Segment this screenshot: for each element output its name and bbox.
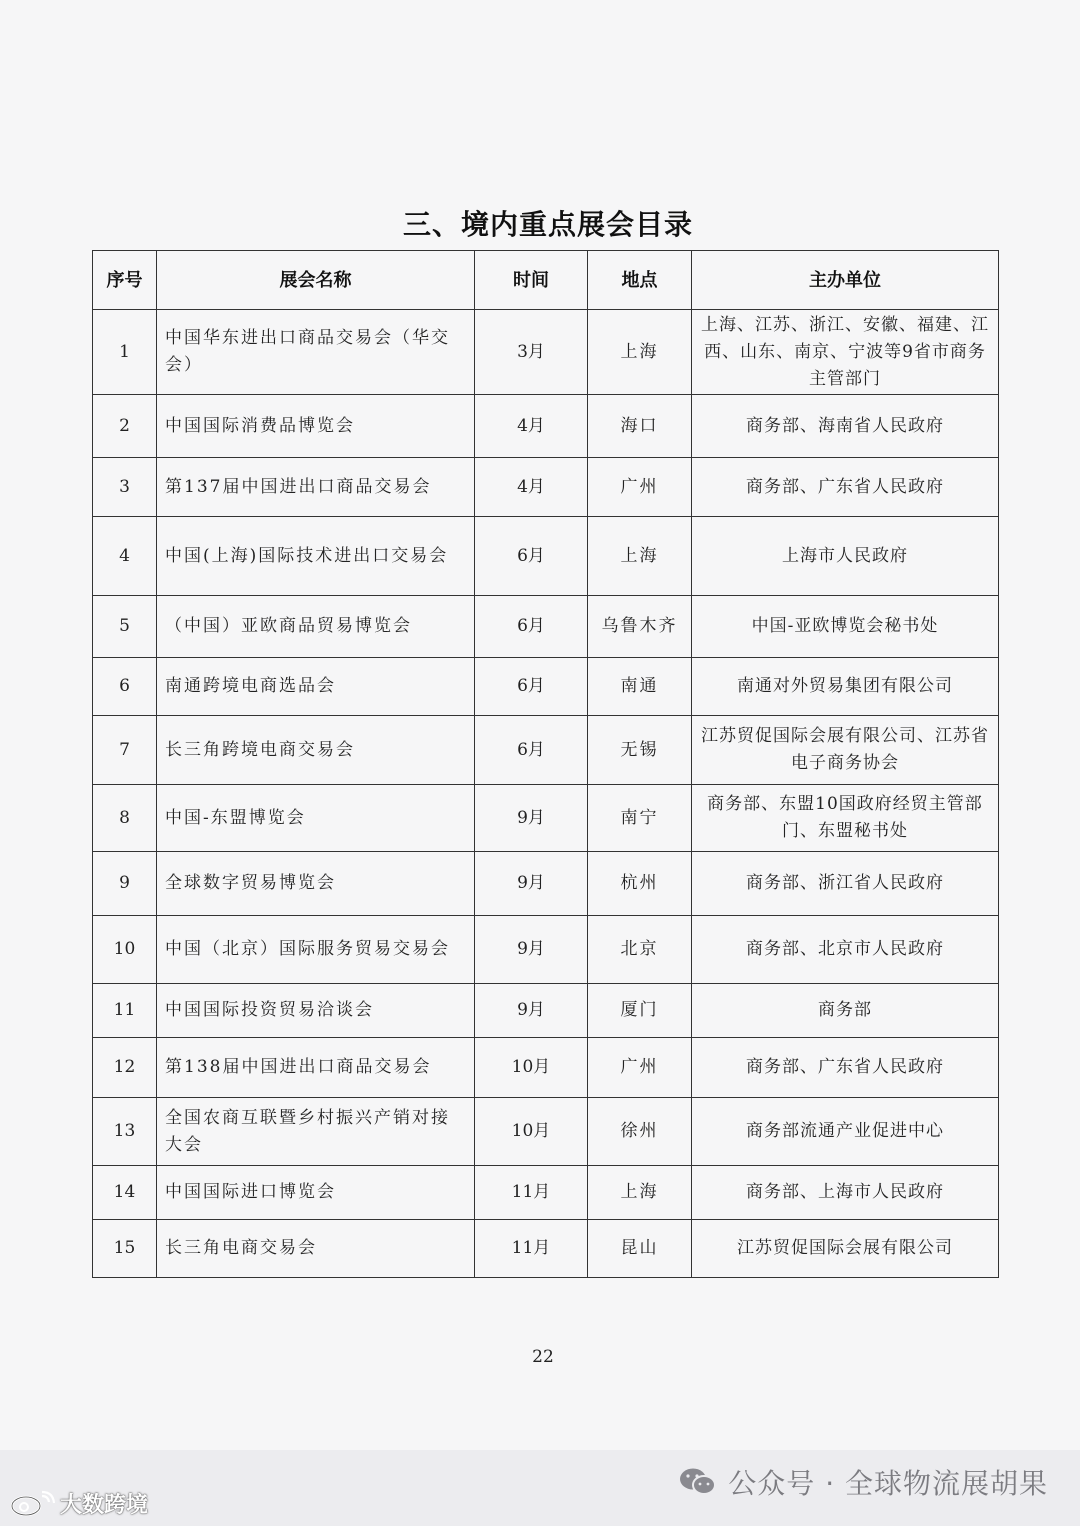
exhibition-time: 9月 xyxy=(475,916,588,984)
header-place: 地点 xyxy=(588,251,692,310)
weibo-icon xyxy=(8,1490,56,1518)
table-row xyxy=(93,1098,999,1166)
exhibition-place: 乌鲁木齐 xyxy=(588,596,692,658)
row-number: 15 xyxy=(93,1220,157,1278)
row-number: 3 xyxy=(93,458,157,517)
exhibition-organizer: 商务部、北京市人民政府 xyxy=(692,916,999,984)
table-row xyxy=(93,658,999,716)
exhibition-organizer: 上海市人民政府 xyxy=(692,517,999,596)
exhibition-place: 北京 xyxy=(588,916,692,984)
exhibition-name: 第138届中国进出口商品交易会 xyxy=(157,1038,475,1098)
row-number: 12 xyxy=(93,1038,157,1098)
row-number: 5 xyxy=(93,596,157,658)
exhibition-time: 4月 xyxy=(475,458,588,517)
row-number: 2 xyxy=(93,395,157,458)
exhibition-time: 9月 xyxy=(475,785,588,852)
wechat-account-label: 公众号 · 全球物流展胡果 xyxy=(728,1467,1048,1500)
wechat-icon xyxy=(678,1466,718,1498)
row-number: 14 xyxy=(93,1166,157,1220)
table-row xyxy=(93,596,999,658)
exhibition-time: 6月 xyxy=(475,658,588,716)
watermark xyxy=(8,1488,148,1519)
exhibition-place: 上海 xyxy=(588,310,692,395)
exhibition-table xyxy=(92,250,999,1278)
table-row xyxy=(93,1166,999,1220)
row-number: 8 xyxy=(93,785,157,852)
exhibition-place: 上海 xyxy=(588,517,692,596)
exhibition-time: 3月 xyxy=(475,310,588,395)
row-number: 11 xyxy=(93,984,157,1038)
exhibition-name: 南通跨境电商选品会 xyxy=(157,658,475,716)
exhibition-place: 厦门 xyxy=(588,984,692,1038)
exhibition-time: 6月 xyxy=(475,716,588,785)
exhibition-organizer: 上海、江苏、浙江、安徽、福建、江西、山东、南京、宁波等9省市商务主管部门 xyxy=(692,310,999,395)
exhibition-name: 全国农商互联暨乡村振兴产销对接大会 xyxy=(157,1098,475,1166)
exhibition-time: 10月 xyxy=(475,1098,588,1166)
exhibition-organizer: 商务部流通产业促进中心 xyxy=(692,1098,999,1166)
exhibition-name: 中国（北京）国际服务贸易交易会 xyxy=(157,916,475,984)
exhibition-place: 徐州 xyxy=(588,1098,692,1166)
exhibition-name: 中国(上海)国际技术进出口交易会 xyxy=(157,517,475,596)
exhibition-time: 9月 xyxy=(475,984,588,1038)
header-time: 时间 xyxy=(475,251,588,310)
header-name: 展会名称 xyxy=(157,251,475,310)
table-row xyxy=(93,395,999,458)
exhibition-place: 上海 xyxy=(588,1166,692,1220)
exhibition-place: 南宁 xyxy=(588,785,692,852)
exhibition-time: 9月 xyxy=(475,852,588,916)
exhibition-organizer: 江苏贸促国际会展有限公司、江苏省电子商务协会 xyxy=(692,716,999,785)
exhibition-name: 中国国际投资贸易洽谈会 xyxy=(157,984,475,1038)
exhibition-organizer: 商务部、上海市人民政府 xyxy=(692,1166,999,1220)
exhibition-name: 中国华东进出口商品交易会（华交会） xyxy=(157,310,475,395)
row-number: 6 xyxy=(93,658,157,716)
exhibition-place: 广州 xyxy=(588,1038,692,1098)
exhibition-organizer: 商务部、浙江省人民政府 xyxy=(692,852,999,916)
exhibition-organizer: 商务部、东盟10国政府经贸主管部门、东盟秘书处 xyxy=(692,785,999,852)
exhibition-name: 第137届中国进出口商品交易会 xyxy=(157,458,475,517)
header-no: 序号 xyxy=(93,251,157,310)
table-row xyxy=(93,984,999,1038)
row-number: 9 xyxy=(93,852,157,916)
page-number: 22 xyxy=(532,1347,554,1367)
exhibition-name: 长三角电商交易会 xyxy=(157,1220,475,1278)
row-number: 7 xyxy=(93,716,157,785)
exhibition-time: 11月 xyxy=(475,1220,588,1278)
exhibition-name: （中国）亚欧商品贸易博览会 xyxy=(157,596,475,658)
exhibition-time: 6月 xyxy=(475,596,588,658)
header-organizer: 主办单位 xyxy=(692,251,999,310)
exhibition-time: 6月 xyxy=(475,517,588,596)
watermark-text: 大数跨境 xyxy=(60,1493,149,1518)
exhibition-organizer: 商务部、海南省人民政府 xyxy=(692,395,999,458)
exhibition-name: 全球数字贸易博览会 xyxy=(157,852,475,916)
exhibition-place: 无锡 xyxy=(588,716,692,785)
row-number: 10 xyxy=(93,916,157,984)
exhibition-organizer: 商务部、广东省人民政府 xyxy=(692,1038,999,1098)
exhibition-time: 11月 xyxy=(475,1166,588,1220)
table-row xyxy=(93,916,999,984)
exhibition-place: 昆山 xyxy=(588,1220,692,1278)
table-row xyxy=(93,1220,999,1278)
table-row xyxy=(93,785,999,852)
exhibition-time: 10月 xyxy=(475,1038,588,1098)
row-number: 1 xyxy=(93,310,157,395)
exhibition-organizer: 中国-亚欧博览会秘书处 xyxy=(692,596,999,658)
row-number: 13 xyxy=(93,1098,157,1166)
table-row xyxy=(93,517,999,596)
exhibition-name: 中国国际进口博览会 xyxy=(157,1166,475,1220)
exhibition-time: 4月 xyxy=(475,395,588,458)
table-row xyxy=(93,310,999,395)
table-row xyxy=(93,458,999,517)
exhibition-place: 海口 xyxy=(588,395,692,458)
exhibition-name: 中国国际消费品博览会 xyxy=(157,395,475,458)
exhibition-name: 中国-东盟博览会 xyxy=(157,785,475,852)
document-title: 三、境内重点展会目录 xyxy=(402,208,693,241)
exhibition-name: 长三角跨境电商交易会 xyxy=(157,716,475,785)
exhibition-organizer: 南通对外贸易集团有限公司 xyxy=(692,658,999,716)
row-number: 4 xyxy=(93,517,157,596)
wechat-account-mark xyxy=(678,1462,1048,1502)
table-header-row xyxy=(93,251,999,310)
table-row xyxy=(93,716,999,785)
exhibition-organizer: 商务部、广东省人民政府 xyxy=(692,458,999,517)
exhibition-organizer: 商务部 xyxy=(692,984,999,1038)
table-row xyxy=(93,1038,999,1098)
table-row xyxy=(93,852,999,916)
exhibition-place: 杭州 xyxy=(588,852,692,916)
exhibition-place: 广州 xyxy=(588,458,692,517)
exhibition-organizer: 江苏贸促国际会展有限公司 xyxy=(692,1220,999,1278)
exhibition-place: 南通 xyxy=(588,658,692,716)
